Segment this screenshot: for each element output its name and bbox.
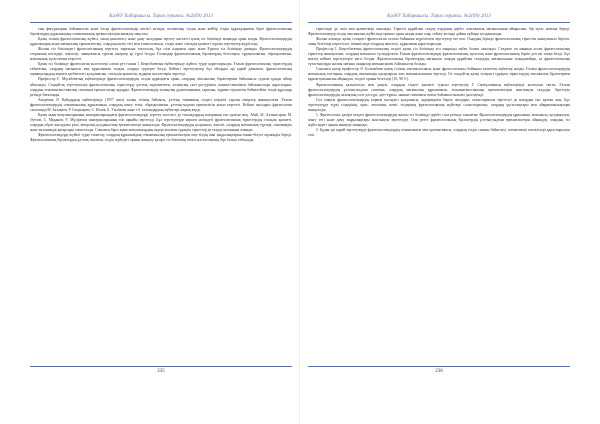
left-page-body — [30, 27, 292, 361]
left-header-rule — [30, 22, 292, 23]
paragraph: Академик Ә. Қайдардың еңбектерінде (1957 жыл) халық тілінің байлығы, ұлттық танымның тілдегі көрінісі туралы пікірлер жинақталған. Ғалым фразеологизмдердің семантикалық құрылымын, олардың шығу тегін, образдылығын, ұлттық-мәдени ерекшелігін ашып көрсетті. Кейінгі жылдары фразеология саласында М. Балақаев, Р. Сыздықова, С. Исаев, Б. Уызбаева және т.б. ғалымдардың еңбектері жарық көрді. — [30, 97, 292, 112]
page-gutter — [299, 0, 300, 424]
paragraph: Сонымен қатар профессор Ә. Болғанбаев қазақ тілінің лексикологиясы және фразеологиясы бойынша көптеген еңбектер жазды. Ғалым фразеологизмдердің мағыналық топтарын, олардың синонимдік қатарларын, көп мағыналылығын зерттеді. Ол сондай-ақ қазақ тіліндегі тұрақты тіркестердің лексикалық бірліктермен қарым-қатынасын айқындап, тілдегі орнын белгіледі [10, 90 б.]. — [308, 67, 570, 82]
paragraph: Профессор Ғ. Мұсабаевтың еңбектерінде фразеологизмдердің сөздік құрамдағы орны, олардың лексикалық бірліктермен байланысы туралы құнды ойлар айтылады. Сондай-ақ зерттеушілер фразеологиялық тіркестерді ұлттық мәдениетпен, халықтың салт-дәстүрімен, наным-сенімімен байланыстыра қарастырып, олардың этнолингвистикалық сипатына ерекше назар аударды. Фразеологизмдер халықтың дүниетанымын, тарихын, тұрмыс-тіршілігін бейнелейтін тілдік құралдар ретінде бағаланды. — [30, 77, 292, 97]
paragraph: тың фигураларын байланысты және басқа фразеологизмдер негізгі кезінде, поэзиялық тілдің және кейбір тілдік құралдарымен бірге фразеологиялық бірліктердің құрылымдық-семантикалық ерекшеліктерін анықтау мақсаты. — [30, 27, 292, 37]
paragraph: Сол сияқты фразеологизмдердің көркем мәтіндегі қолданысы, аудармадағы берілу жолдары, салыстырмалы зерттелуі де назардан тыс қалған жоқ. Бұл зерттеулерде түркі тілдерінің, орыс, ағылшын, неміс тілдерінің фразеологиялық жүйелері салыстырылып, олардың ұқсастықтары мен айырмашылықтары анықталды. — [308, 97, 570, 112]
paragraph: тіркесінде де, өкіл мен қызметкері саналады. Тіркесті құрайтын сөздер өздерінің дербес лексикалық мағынасынан айырылып, бір тұтас мағына береді. Фразеологизмдер тілдің лексикалық жүйесінде ерекше орын алады және олар сөйлеу кезінде дайын күйінде қолданылады. — [308, 27, 570, 37]
paragraph: Жалпы тіл біліміндегі фразеологияның зерттелу тарихына тоқталсақ, бұл сала алдымен орыс және Еуропа тіл білімінде дамыды. Фразеологизмдердің теориялық негіздері, жіктелуі, анықтамасы туралы пікірлер әр түрлі болды. Ғалымдар фразеологиялық бірліктердің белгілерін, тұрақтылығын, образдылығын, мағыналық тұтастығын көрсетті. — [30, 47, 292, 62]
right-footer-rule — [308, 366, 570, 367]
right-page — [308, 14, 570, 414]
paragraph: Жалпы алғанда, қазақ тіліндегі фразеология саласы бойынша жүргізілген зерттеулер өте көп. Олардың бірінде фразеологиялық тіркестің анықтамасы беріліп, оның белгілері көрсетілсе, екіншісінде олардың жіктелуі, құрылымы қарастырылды. — [308, 37, 570, 47]
right-page-number: 236 — [435, 369, 443, 374]
left-page-number: 235 — [157, 369, 165, 374]
paragraph: 1. Фразеология, қазіргі кездегі фразеологизмдердің жалпы тіл білімінде дербес сала ретінде танылған. Фразеологизмдердің құрылымы, мағынасы, қолданылуы, шығу тегі және даму заңдылықтары жан-жақты зерттелуде. Осы ретте фразеологиялық бірліктердің ұлттық-мәдени ерекшеліктерін айқындау, олардың тіл жүйесіндегі орнын анықтау маңызды. — [308, 112, 570, 127]
paragraph: Профессор І. Кеңесбаевтың фразеологиялық сөздігі қазақ тіл білімінде аса маңызды еңбек болып саналады. Сөздікте он мыңнан астам фразеологиялық тіркестер жинақталып, олардың мағынасы түсіндірілген. Ғалым фразеологизмдерді фразеологиялық тұтастық және фразеологиялық бірлік деп екі топқа бөлді. Бұл жіктеу кейінгі зерттеулерге негіз болды. Фразеологиялық бірліктердің мағынасы оларды құрайтын сөздердің мағынасынан туындамайды, ал фразеологиялық тұтастықтарда жалпы мағына сыңарлар мағынасымен байланысты болады. — [308, 47, 570, 67]
left-page-header: ҚазҰУ Хабаршысы. Тарих сериясы. №2(69) 2013 — [109, 14, 213, 19]
right-page-body — [308, 27, 570, 361]
paragraph: Қазақ тіл білімінде фразеология мәселелері алғаш рет ғалым І. Кеңесбаевтың еңбектерінде жүйелі түрде қарастырылды. Ғалым фразеологиялық тіркестердің табиғатын, олардың мағынасы мен құрылымын талдап, оларды түрлерге бөлді. Кейінгі зерттеушілер бұл ойларды әрі қарай дамытып, фразеологиялық единицалардың көркем әдебиеттегі қолданысын, стильдік қызметін, аударма мәселелерін зерттеді. — [30, 62, 292, 77]
paragraph: Фразеологизмдерді жүйелі түрде сипаттау, олардың құрылымдық-семантикалық ерекшеліктерін ашу тілдің ішкі заңдылықтарын танып-білуге мүмкіндік береді. Фразеологиялық бірліктердің ұлттық сипатын, тілдік жүйедегі орнын анықтау қазіргі тіл білімінің өзекті мәселелерінің бірі болып табылады. — [30, 132, 292, 143]
paragraph: 2. Бұдан әрі қарай зерттеулерде фразеологизмдердің семантикасы мен прагматикасы, олардың тілдік сананы бейнелеуі, когнитивтік аспектілері қарастырылуы тиіс. — [308, 127, 570, 137]
right-page-header: ҚазҰУ Хабаршысы. Тарих сериясы. №2(69) 2013 — [387, 14, 491, 19]
right-header-rule — [308, 22, 570, 23]
left-page — [30, 14, 292, 414]
paragraph: Фразеологияның қалыптасуы мен дамуы, олардың тілдегі қызметі туралы зерттеулер Г. Смағұлованың еңбектерінде жалғасын тапты. Ғалым фразеологизмдердің ұлттық-мәдени сипатын, олардың мағыналық құрылымын, этнолингвистикалық ерекшеліктерін жан-жақты талдады. Зерттеуде фразеологизмдердің халықтың салт-дәстүрі, әдет-ғұрпы, наным-сенімімен тығыз байланыстылығы дәлелденді. — [308, 82, 570, 97]
left-footer-rule — [30, 366, 292, 367]
paragraph: Қазақ ақын-жазушыларының шығармаларындағы фразеологизмдерді зерттеу мәселесі де ғалымдардың назарынан тыс қалған жоқ. Абай, Ы. Алтынсарин, М. Әуезов, С. Мұқанов, Ғ. Мүсірепов шығармаларының тілі арнайы зерттелді. Бұл зерттеулерде көркем мәтіндегі фразеологиялық тіркестердің стильдік қызметі, олардың образ жасаудағы рөлі, авторлық қолданыстың ерекшеліктері анықталды. Фразеологизмдердің қолданылу жиілігі, олардың мағыналық түрлері, синонимдік және антонимдік қатарлары сипатталды. Сонымен бірге ақын-жазушылардың өздері жасаған тұрақты тіркестер де талдау нысанына алынды. — [30, 112, 292, 132]
paragraph: Қазақ тілінің фразеологиялық жүйесі, оның қалыптасу және даму жолдарын зерттеу мәселесі қазақ тіл білімінде маңызды орын алады. Фразеологизмдердің құрылымдық және мағыналық ерекшеліктері, олардың шығу тегі мен этимологиясы, тілдік және стильдік қызметі туралы зерттеулер жүргізілді. — [30, 37, 292, 47]
